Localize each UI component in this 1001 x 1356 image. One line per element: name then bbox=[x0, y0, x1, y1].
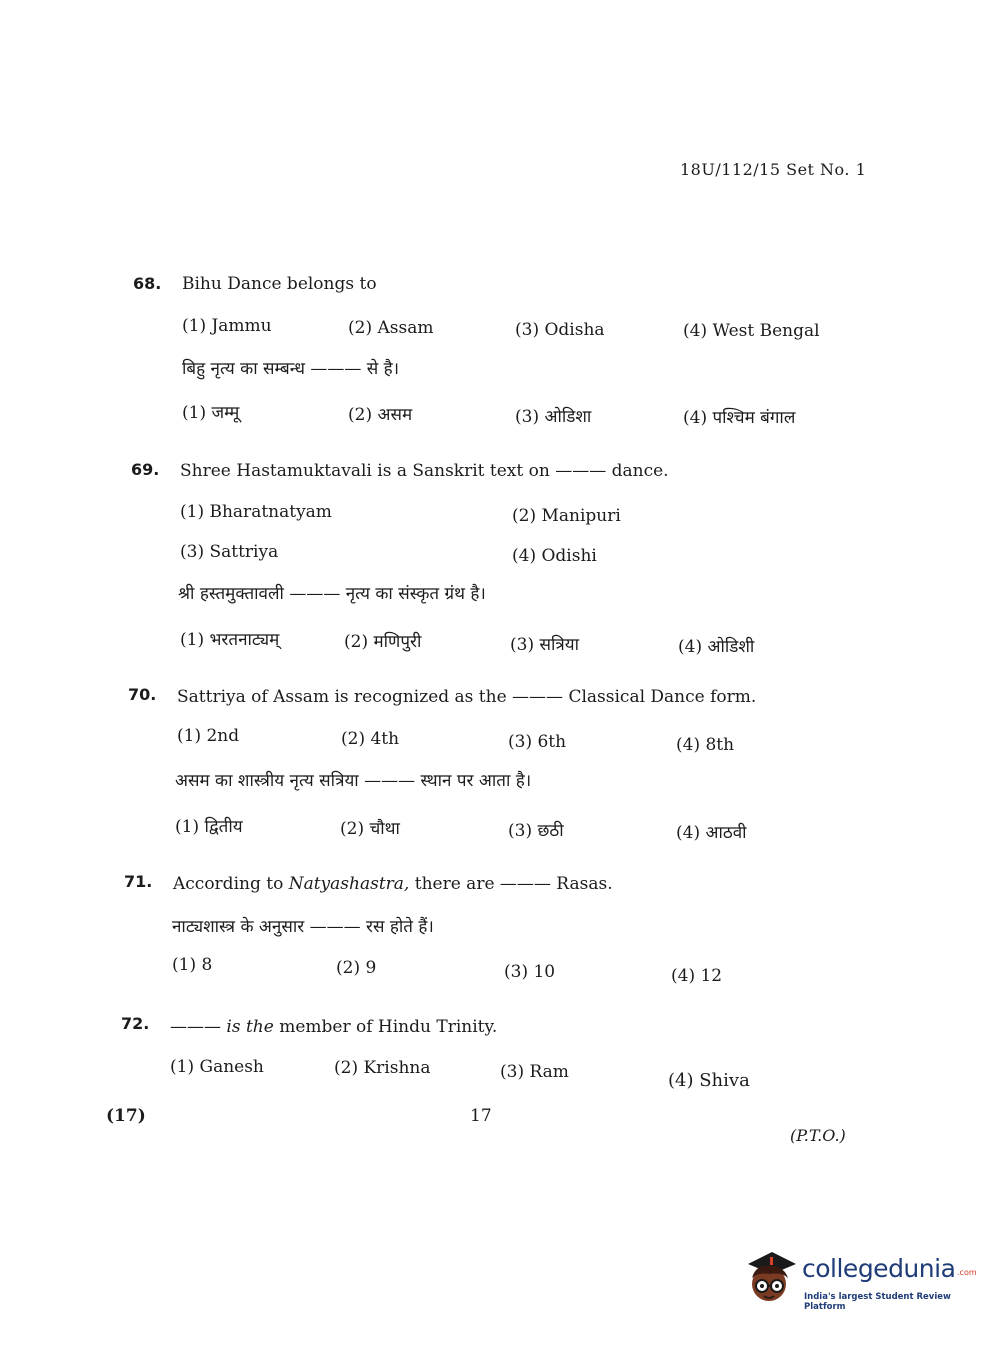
option-hindi: (1) जम्मू bbox=[182, 403, 240, 423]
question-text: Shree Hastamuktavali is a Sanskrit text on ——— dance. bbox=[180, 461, 669, 481]
option: (4) Odishi bbox=[512, 546, 597, 566]
option: (3) 10 bbox=[504, 962, 556, 982]
option: (3) Odisha bbox=[515, 320, 605, 340]
option: (4) 8th bbox=[676, 735, 735, 755]
option-hindi: (2) मणिपुरी bbox=[344, 632, 422, 652]
option-hindi: (4) ओडिशी bbox=[678, 637, 755, 657]
option: (4) 12 bbox=[671, 966, 723, 986]
option-hindi: (2) चौथा bbox=[340, 819, 400, 839]
option-hindi: (3) सत्रिया bbox=[510, 635, 580, 655]
option: (1) Ganesh bbox=[170, 1057, 264, 1077]
option: (1) Jammu bbox=[182, 316, 272, 336]
question-text-hindi: श्री हस्तमुक्तावली ——— नृत्य का संस्कृत ग्रंथ है। bbox=[178, 584, 486, 604]
question-text: According to Natyashastra, there are ——— Rasas. bbox=[173, 874, 613, 894]
option: (4) Shiva bbox=[668, 1070, 750, 1091]
question-text-hindi: बिहु नृत्य का सम्बन्ध ——— से है। bbox=[182, 359, 400, 379]
question-number: 68. bbox=[133, 274, 162, 293]
option-hindi: (3) ओडिशा bbox=[515, 407, 592, 427]
question-number: 72. bbox=[121, 1014, 150, 1033]
mascot-icon bbox=[742, 1248, 800, 1312]
collegedunia-logo bbox=[742, 1248, 977, 1318]
logo-wordmark: collegedunia bbox=[802, 1254, 956, 1283]
page-marker-left: (17) bbox=[106, 1106, 146, 1126]
paper-code: 18U/112/15 Set No. 1 bbox=[680, 160, 867, 179]
option: (2) 4th bbox=[341, 729, 400, 749]
page-number: 17 bbox=[470, 1106, 492, 1126]
option: (1) 2nd bbox=[177, 726, 240, 746]
question-text-hindi: नाट्यशास्त्र के अनुसार ——— रस होते हैं। bbox=[172, 917, 434, 937]
option-hindi: (4) आठवी bbox=[676, 823, 747, 843]
pto-note: (P.T.O.) bbox=[790, 1126, 846, 1145]
option-hindi: (2) असम bbox=[348, 405, 413, 425]
option-hindi: (4) पश्चिम बंगाल bbox=[683, 408, 796, 428]
option-hindi: (1) भरतनाट्यम् bbox=[180, 630, 280, 650]
option: (2) Assam bbox=[348, 318, 434, 338]
option: (1) Bharatnatyam bbox=[180, 502, 332, 522]
option: (1) 8 bbox=[172, 955, 213, 975]
logo-tagline: India's largest Student Review Platform bbox=[804, 1292, 951, 1312]
option: (2) Krishna bbox=[334, 1058, 431, 1078]
option-hindi: (1) द्वितीय bbox=[175, 817, 243, 837]
question-number: 69. bbox=[131, 460, 160, 479]
option: (3) Ram bbox=[500, 1062, 569, 1082]
question-text: Sattriya of Assam is recognized as the ——— Classical Dance form. bbox=[177, 687, 757, 707]
logo-dotcom: .com bbox=[957, 1268, 977, 1277]
option-hindi: (3) छठी bbox=[508, 821, 564, 841]
question-text-hindi: असम का शास्त्रीय नृत्य सत्रिया ——— स्थान पर आता है। bbox=[175, 771, 532, 791]
question-number: 71. bbox=[124, 872, 153, 891]
option: (3) Sattriya bbox=[180, 542, 279, 562]
option: (2) 9 bbox=[336, 958, 377, 978]
question-number: 70. bbox=[128, 685, 157, 704]
option: (2) Manipuri bbox=[512, 506, 621, 526]
option: (4) West Bengal bbox=[683, 321, 820, 341]
question-text: ——— is the member of Hindu Trinity. bbox=[170, 1017, 498, 1037]
question-text: Bihu Dance belongs to bbox=[182, 274, 377, 294]
option: (3) 6th bbox=[508, 732, 567, 752]
